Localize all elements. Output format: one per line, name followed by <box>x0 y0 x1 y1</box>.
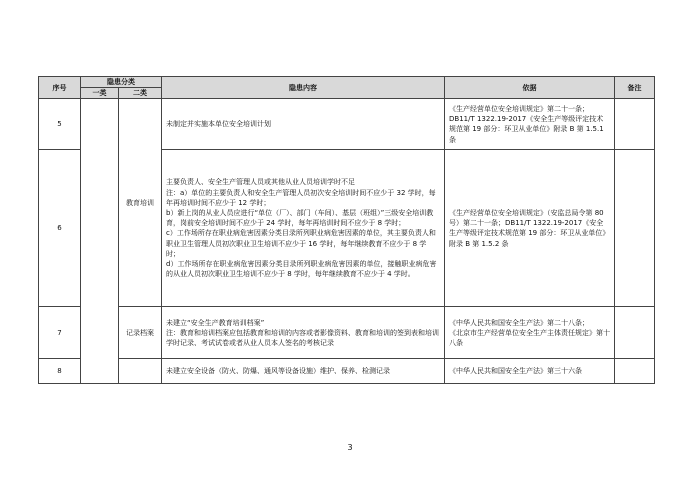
header-level1: 一类 <box>81 88 119 99</box>
row-content: 未建立安全设备（防火、防爆、通风等设备设施）维护、保养、检测记录 <box>162 359 445 384</box>
header-remark: 备注 <box>615 77 655 99</box>
header-level2: 二类 <box>119 88 162 99</box>
row-seq: 6 <box>39 150 81 307</box>
row-seq: 5 <box>39 99 81 150</box>
row-basis: 《中华人民共和国安全生产法》第二十八条； 《北京市生产经营单位安全生产主体责任规定》第十八条 <box>445 307 615 359</box>
header-basis: 依据 <box>445 77 615 99</box>
row-remark <box>615 307 655 359</box>
row-content: 未建立“安全生产教育培训档案” 注：教育和培训档案应包括教育和培训的内容或者影像资料、教育和培训的签到表和培训学时记录、考试试卷或者从业人员本人签名的考核记录 <box>162 307 445 359</box>
hazard-table <box>38 76 655 384</box>
page-number: 3 <box>347 443 353 452</box>
row-seq: 7 <box>39 307 81 359</box>
header-content: 隐患内容 <box>162 77 445 99</box>
table-row <box>39 307 655 359</box>
header-seq: 序号 <box>39 77 81 99</box>
row-basis: 《中华人民共和国安全生产法》第三十六条 <box>445 359 615 384</box>
row-remark <box>615 359 655 384</box>
row-level2: 教育培训 <box>119 99 162 307</box>
row-basis: 《生产经营单位安全培训规定》（安监总局令第 80 号）第二十一条；DB11/T 1322.19-2017《安全生产等级评定技术规范第 19 部分：环卫从业单位》附录 B 第 1.5.2 条 <box>445 150 615 307</box>
row-level2: 记录档案 <box>119 307 162 359</box>
level1-cell <box>81 99 119 384</box>
row-content: 未制定并实施本单位安全培训计划 <box>162 99 445 150</box>
row-remark <box>615 150 655 307</box>
row-remark <box>615 99 655 150</box>
table-row <box>39 359 655 384</box>
table-header-row <box>39 77 655 88</box>
row-basis: 《生产经营单位安全培训规定》第二十一条； DB11/T 1322.19-2017《安全生产等级评定技术规范第 19 部分：环卫从业单位》附录 B 第 1.5.1 条 <box>445 99 615 150</box>
row-content: 主要负责人、安全生产管理人员或其他从业人员培训学时不足 注：a）单位的主要负责人和安全生产管理人员初次安全培训时间不应少于 32 学时，每年再培训时间不应少于 12 学时； b）新上岗的从业人员应进行“单位（厂）、部门（车间）、基层（班组）”三级安全培训教育，岗前安全培训时间不应少于 24 学时，每年再培训时间不应少于 8 学时； c）工作场所存在职业病危害因素分类目录所列职业病危害因素的单位，其主要负责人和职业卫生管理人员初次职业卫生培训不应少于 16 学时，每年继续教育不应少于 8 学时； d）工作场所存在职业病危害因素分类目录所列职业病危害因素的单位，接触职业病危害的从业人员初次职业卫生培训不应少于 8 学时，每年继续教育不应少于 4 学时。 <box>162 150 445 307</box>
row-seq: 8 <box>39 359 81 384</box>
row-level2 <box>119 359 162 384</box>
table-row <box>39 99 655 150</box>
header-category: 隐患分类 <box>81 77 162 88</box>
